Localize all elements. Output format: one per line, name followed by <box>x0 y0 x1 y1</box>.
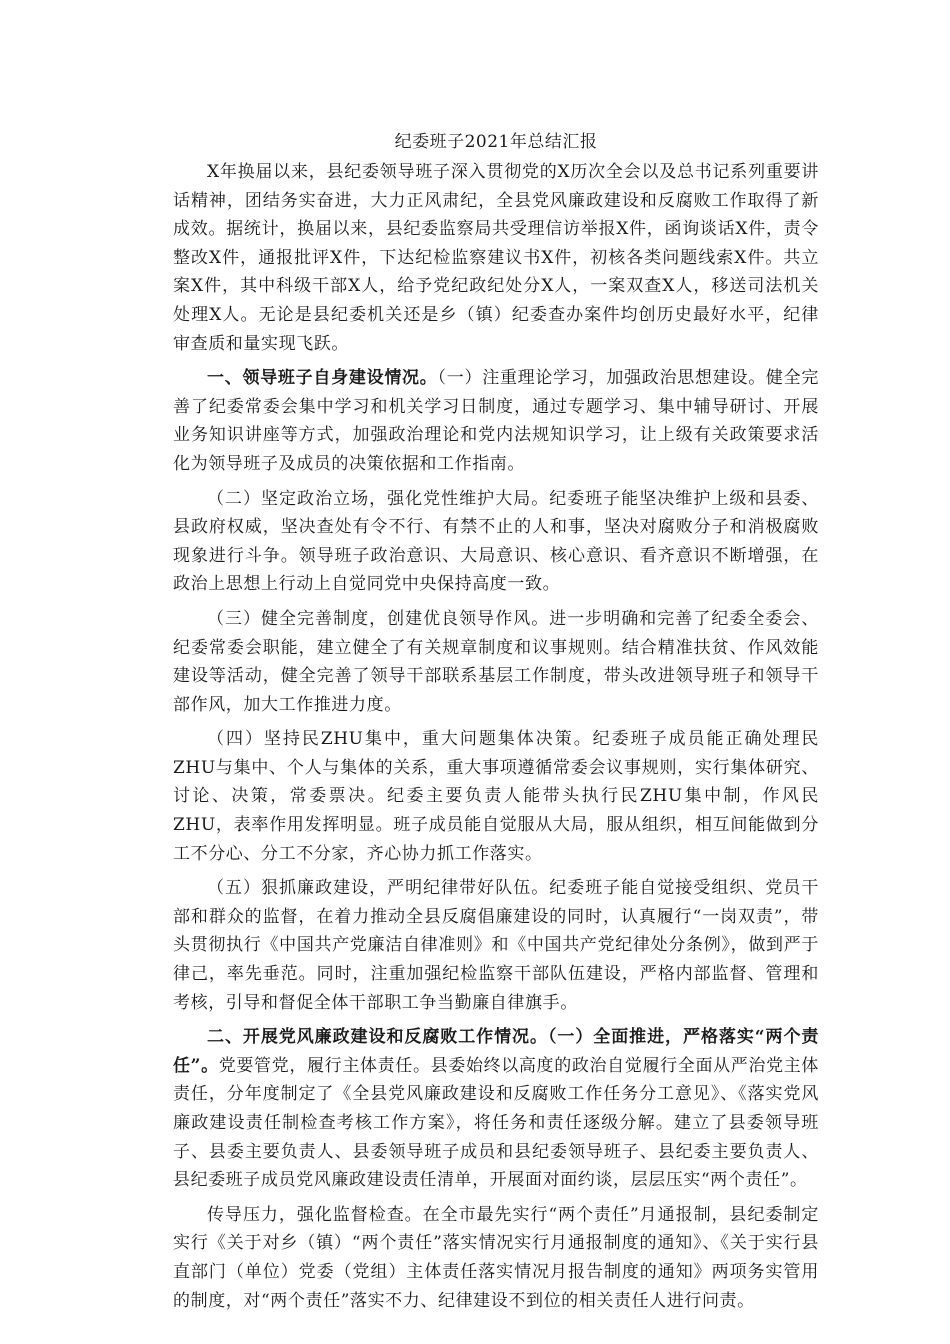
paragraph-pressure <box>173 1201 819 1315</box>
paragraph-text: （四）坚持民ZHU集中，重大问题集体决策。纪委班子成员能正确处理民ZHU与集中、个人与集体的关系，重大事项遵循常委会议事规则，实行集体研究、讨论、决策，常委票决。纪委主要负责人能带头执行民ZHU集中制，作风民ZHU，表率作用发挥明显。班子成员能自觉服从大局，服从组织，相互间能做到分工不分心、分工不分家，齐心协力抓工作落实。 <box>173 729 819 864</box>
paragraph-text: （五）狠抓廉政建设，严明纪律带好队伍。纪委班子能自觉接受组织、党员干部和群众的监督，在着力推动全县反腐倡廉建设的同时，认真履行“一岗双责”，带头贯彻执行《中国共产党廉洁自律准则》和《中国共产党纪律处分条例》，做到严于律己，率先垂范。同时，注重加强纪检监察干部队伍建设，严格内部监督、管理和考核，引导和督促全体干部职工争当勤廉自律旗手。 <box>173 878 819 1013</box>
paragraph-text: （三）健全完善制度，创建优良领导作风。进一步明确和完善了纪委全委会、纪委常委会职能，建立健全了有关规章制度和议事规则。结合精准扶贫、作风效能建设等活动，健全完善了领导干部联系基层工作制度，带头改进领导班子和领导干部作风，加大工作推进力度。 <box>173 608 819 715</box>
paragraph-item-2 <box>173 485 819 599</box>
paragraph-text: X年换届以来，县纪委领导班子深入贯彻党的X历次全会以及总书记系列重要讲话精神，团结务实奋进，大力正风肃纪，全县党风廉政建设和反腐败工作取得了新成效。据统计，换届以来，县纪委监察局共受理信访举报X件，函询谈话X件，责令整改X件，通报批评X件，下达纪检监察建议书X件，初核各类问题线索X件。共立案X件，其中科级干部X人，给予党纪政纪处分X人，一案双查X人，移送司法机关处理X人。无论是县纪委机关还是乡（镇）纪委查办案件均创历史最好水平，纪律审查质和量实现飞跃。 <box>173 162 819 354</box>
paragraph-text: （二）坚定政治立场，强化党性维护大局。纪委班子能坚决维护上级和县委、县政府权威，坚决查处有令不行、有禁不止的人和事，坚决对腐败分子和消极腐败现象进行斗争。领导班子政治意识、大局意识、核心意识、看齐意识不断增强，在政治上思想上行动上自觉同党中央保持高度一致。 <box>173 488 819 595</box>
paragraph-text: 党要管党，履行主体责任。县委始终以高度的政治自觉履行全面从严治党主体责任，分年度制定了《全县党风廉政建设和反腐败工作任务分工意见》、《落实党风廉政建设责任制检查考核工作方案》，将任务和责任逐级分解。建立了县委领导班子、县委主要负责人、县委领导班子成员和县纪委领导班子、县纪委主要负责人、县纪委班子成员党风廉政建设责任清单，开展面对面约谈，层层压实“两个责任”。 <box>173 1055 819 1191</box>
document-title: 纪委班子2021年总结汇报 <box>394 132 598 152</box>
paragraph-intro <box>173 158 819 358</box>
section-heading: 二、开展党风廉政建设和反腐败工作情况。（一）全面推进，严格落实“两个责任”。 <box>173 1027 819 1076</box>
paragraph-item-5 <box>173 874 819 1017</box>
paragraph-item-4 <box>173 725 819 868</box>
document-body <box>173 128 819 1321</box>
paragraph-text: （一）注重理论学习，加强政治思想建设。健全完善了纪委常委会集中学习和机关学习日制度，通过专题学习、集中辅导研讨、开展业务知识讲座等方式，加强政治理论和党内法规知识学习，让上级有关政策要求活化为领导班子及成员的决策依据和工作指南。 <box>173 368 819 474</box>
paragraph-section-1 <box>173 364 819 478</box>
paragraph-item-3 <box>173 605 819 719</box>
section-heading: 一、领导班子自身建设情况。 <box>207 368 438 389</box>
paragraph-text: 传导压力，强化监督检查。在全市最先实行“两个责任”月通报制，县纪委制定实行《关于对乡（镇）“两个责任”落实情况实行月通报制度的通知》、《关于实行县直部门（单位）党委（党组）主体责任落实情况月报告制度的通知》两项务实管用的制度，对“两个责任”落实不力、纪律建设不到位的相关责任人进行问责。 <box>173 1204 819 1311</box>
paragraph-section-2 <box>173 1023 819 1195</box>
